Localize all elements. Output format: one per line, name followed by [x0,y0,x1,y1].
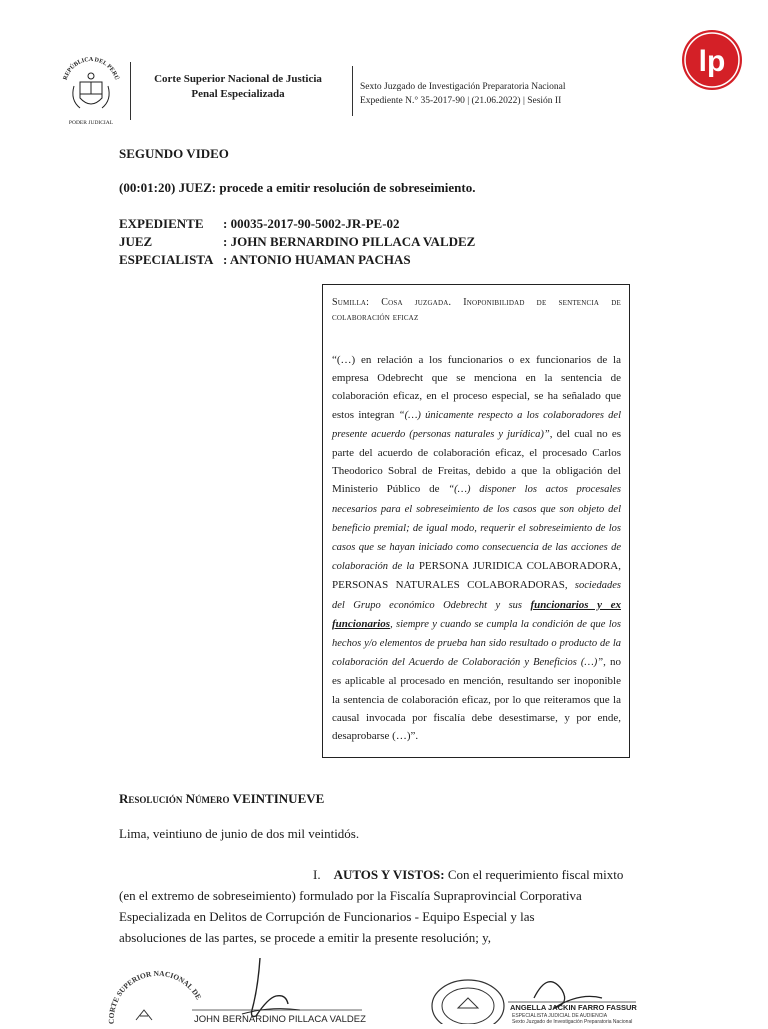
field-value: : JOHN BERNARDINO PILLACA VALDEZ [223,234,476,249]
section-line: Con el requerimiento fiscal mixto [444,867,624,882]
case-court: Sexto Juzgado de Investigación Preparatoria Nacional [360,82,566,92]
resolution-title: Resolución Número VEINTINUEVE [119,791,325,806]
svg-text:REPÚBLICA DEL PERÚ: REPÚBLICA DEL PERÚ [62,56,120,81]
section-number: I. [313,867,321,882]
quote-italic: sociedades del Grupo económico Odebrecht y sus [332,580,621,611]
court-line-2: Penal Especializada [191,88,285,100]
section-title: AUTOS Y VISTOS: [333,867,445,882]
lp-logo [680,28,744,92]
field-value: : ANTONIO HUAMAN PACHAS [223,252,411,267]
section-line: (en el extremo de sobreseimiento) formulado por la Fiscalía Supraprovincial Corporativa [119,888,582,903]
section-line: absoluciones de las partes, se procede a emitir la presente resolución; y, [119,930,492,945]
svg-text:ANGELLA JACKIN FARRO FASSUR: ANGELLA JACKIN FARRO FASSUR [510,1003,637,1012]
case-reference [360,80,566,108]
court-line-1: Corte Superior Nacional de Justicia [154,73,322,85]
field-row [119,251,475,269]
svg-text:lp: lp [698,45,726,78]
quote-text: , no es aplicable al procesado en mención, resultando ser inoponible la sentencia de colaboración eficaz, por lo que reiteramos que la causal invocada por fiscalía debe desestimarse, y por ende, desaprobarse (…)”. [332,656,621,743]
specialist-signature [430,968,660,1024]
header-divider [352,66,353,116]
quote-italic: “(…) disponer los actos procesales necesarios para el sobreseimiento de los casos que son objeto del beneficio premial; de igual modo, requerir el sobreseimiento de los casos que se hayan iniciado como consecuencia de las acciones de colaboración de la [332,484,622,573]
field-label: ESPECIALISTA [119,252,214,267]
court-name [138,72,338,102]
summary-box [322,284,630,758]
case-fields [119,215,475,269]
quote-underlined: funcionarios y ex funcionarios [332,598,621,630]
quote-text: , del cual no es parte del acuerdo de colaboración eficaz, el procesado Carlos Theodorico Sobral de Freitas, debido a que la obligación del Ministerio Público de [332,427,621,496]
autos-y-vistos-section [119,864,651,948]
summary-quote [332,351,621,745]
case-file: Expediente N.° 35-2017-90 | (21.06.2022) | Sesión II [360,96,562,106]
quote-italic: , siempre y cuando se cumpla la condición de que los hechos y/o elementos de prueba han sido resultado o producto de la colaboración del Acuerdo de Colaboración y Beneficios (…)” [332,618,621,669]
svg-text:Sexto Juzgado de Investigación: Sexto Juzgado de Investigación Preparatoria Nacional [512,1019,633,1024]
quote-text: PERSONA JURIDICA COLABORADORA, PERSONAS NATURALES COLABORADORAS, [332,560,621,592]
svg-text:JOHN BERNARDINO PILLACA VALDEZ: JOHN BERNARDINO PILLACA VALDEZ [194,1014,366,1024]
field-row [119,233,475,251]
quote-text: “(…) en relación a los funcionarios o ex funcionarios de la empresa Odebrecht que se menciona en la sentencia de colaboración eficaz, en el proceso especial, se ha señalado que estos integran [332,354,621,421]
peru-coat-of-arms-seal [60,56,122,128]
field-label: EXPEDIENTE [119,216,204,231]
timestamp-line: (00:01:20) JUEZ: procede a emitir resolución de sobreseimiento. [119,180,476,195]
section-line: Especializada en Delitos de Corrupción de Funcionarios - Equipo Especial y las [119,909,535,924]
judge-signature [100,958,370,1024]
quote-italic: “(…) únicamente respecto a los colaboradores del presente acuerdo (personas naturales y jurídica)” [332,409,621,440]
svg-text:PODER JUDICIAL: PODER JUDICIAL [68,120,114,126]
field-value: : 00035-2017-90-5002-JR-PE-02 [223,216,400,231]
header-divider [130,62,131,120]
field-label: JUEZ [119,234,153,249]
svg-text:CORTE SUPERIOR NACIONAL DE: CORTE SUPERIOR NACIONAL DE [106,968,204,1024]
section-first-line [119,864,651,885]
place-date: Lima, veintiuno de junio de dos mil veintidós. [119,826,360,841]
svg-text:ESPECIALISTA JUDICIAL DE AUDIE: ESPECIALISTA JUDICIAL DE AUDIENCIA [512,1013,608,1019]
sumilla-heading: Sumilla: Cosa juzgada. Inoponibilidad de sentencia de colaboración eficaz [332,297,621,323]
video-title: SEGUNDO VIDEO [119,146,229,161]
field-row [119,215,475,233]
